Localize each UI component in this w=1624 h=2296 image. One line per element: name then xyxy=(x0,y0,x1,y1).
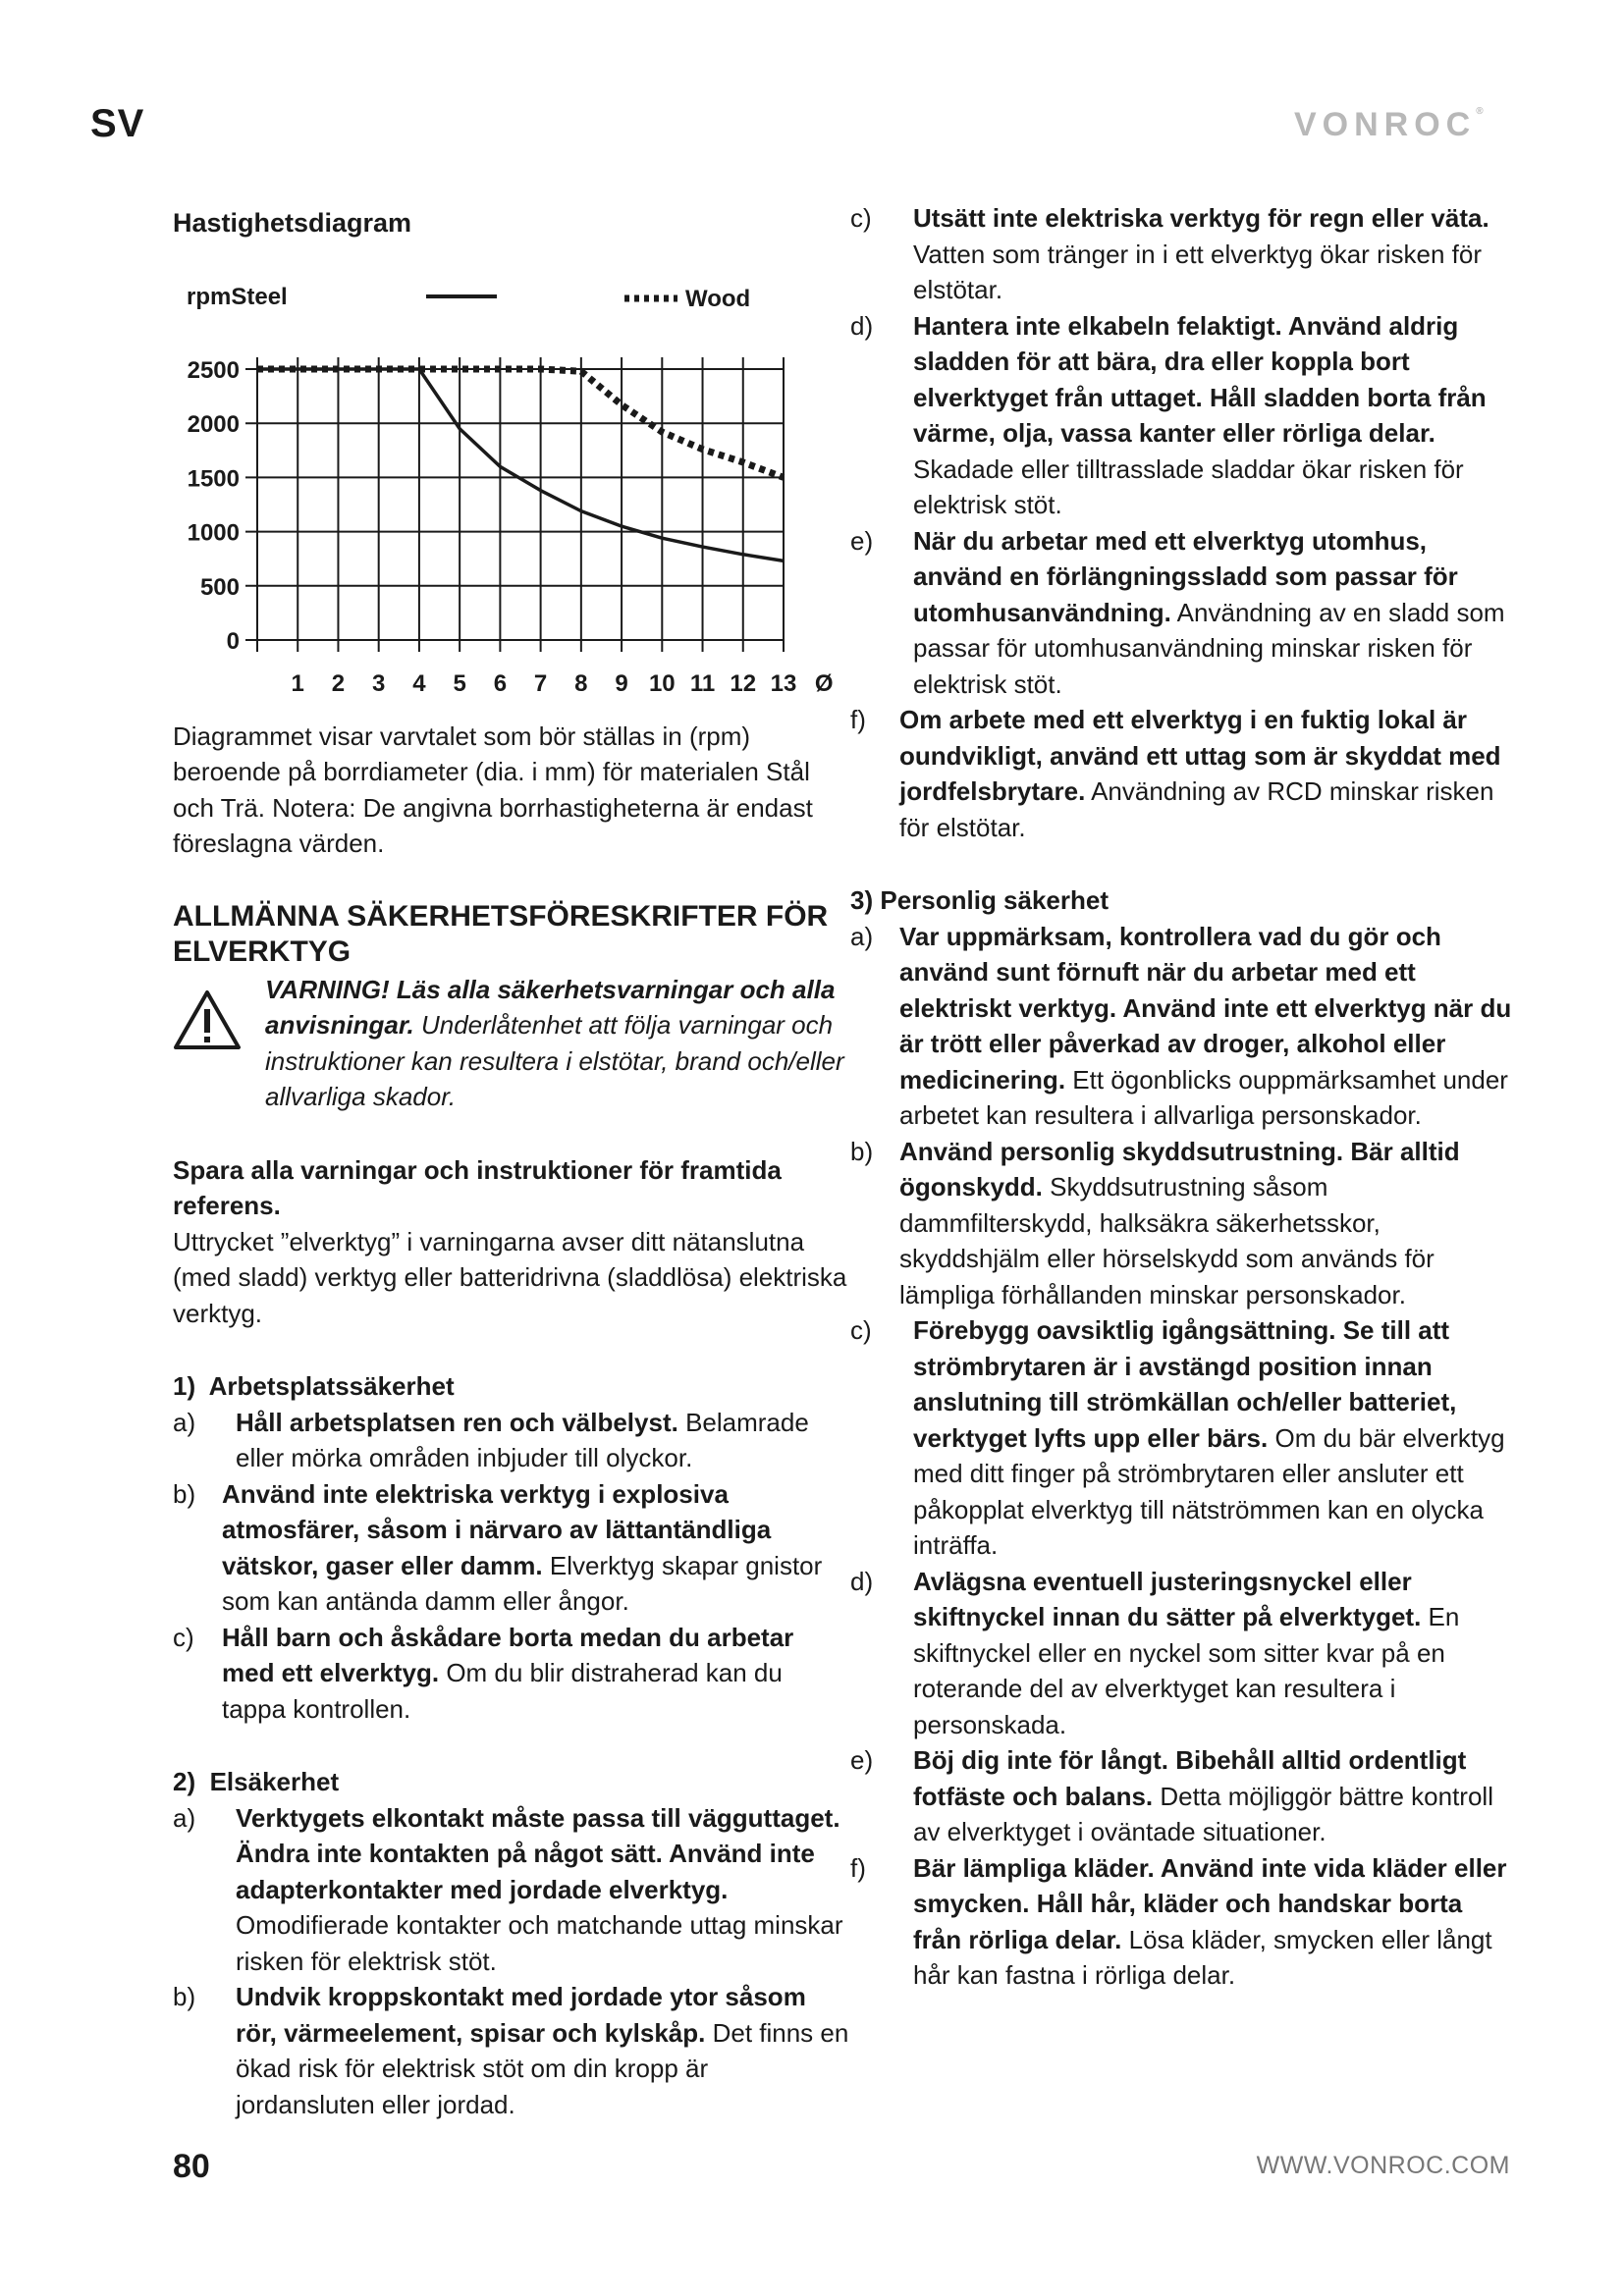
item-label: a) xyxy=(173,1802,196,1833)
warning-bold-text: VARNING! Läs alla säkerhetsvarningar och alla anvisningar. xyxy=(265,974,836,1040)
item-bold: Undvik kroppskontakt med jordade ytor såsom rör, värmeelement, spisar och kylskåp. xyxy=(236,1982,806,2048)
x-tick-label: 8 xyxy=(574,669,588,697)
list-item xyxy=(850,1850,1514,1994)
item-bold: Verktygets elkontakt måste passa till vägguttaget. Ändra inte kontakten på något sätt. Använd inte adapterkontakter med jordade elverktyg. xyxy=(236,1802,840,1904)
warning-text: Underlåtenhet att följa varningar och instruktioner kan resultera i elstötar, brand och/eller allvarliga skador. xyxy=(265,1010,844,1111)
item-text: Lösa kläder, smycken eller långt hår kan fastna i rörliga delar. xyxy=(913,1924,1492,1990)
personal-heading xyxy=(850,882,1514,919)
page-number: 80 xyxy=(173,2148,210,2185)
item-label: d) xyxy=(850,310,874,341)
y-tick-label: 0 xyxy=(226,627,240,655)
list-item xyxy=(850,1742,1514,1850)
item-label: d) xyxy=(850,1566,874,1596)
x-tick-label: 12 xyxy=(730,669,757,697)
warning-triangle-icon xyxy=(173,989,242,1050)
list-item xyxy=(850,1312,1514,1564)
x-tick-label: 7 xyxy=(533,669,548,697)
item-label: c) xyxy=(173,1622,194,1652)
item-bold: Var uppmärksam, kontrollera vad du gör och använd sunt förnuft när du arbetar med ett elektriskt verktyg. Använd inte ett elverktyg när du är trött eller påverkad av droger, alkohol eller medicinering. xyxy=(899,921,1512,1095)
x-tick-label: 6 xyxy=(493,669,508,697)
list-item xyxy=(173,1405,850,1476)
item-text: Vatten som tränger in i ett elverktyg ökar risken för elstötar. xyxy=(913,239,1482,304)
brand-logo xyxy=(1294,106,1484,144)
item-text: Om du bär elverktyg med ditt finger på strömbrytaren eller ansluter ett påkopplat elverktyg till nätströmmen kan en olycka inträffa. xyxy=(913,1422,1505,1560)
x-tick-label: 10 xyxy=(648,669,676,697)
item-text: Användning av RCD minskar risken för elstötar. xyxy=(899,776,1494,842)
personal-heading-number: 3) xyxy=(850,885,874,915)
x-tick-label: Ø xyxy=(814,669,834,697)
item-text: Omodifierade kontakter och matchande uttag minskar risken för elektrisk stöt. xyxy=(236,1910,843,1976)
speed-chart-svg xyxy=(173,249,850,701)
item-label: c) xyxy=(850,203,872,233)
item-bold: Avlägsna eventuell justeringsnyckel eller skiftnyckel innan du sätter på elverktyget. xyxy=(913,1566,1422,1631)
list-item xyxy=(850,1134,1514,1313)
item-text: Ett ögonblicks ouppmärksamhet under arbetet kan resultera i allvarliga personskador. xyxy=(899,1064,1508,1130)
item-text: Skyddsutrustning såsom dammfilterskydd, halksäkra säkerhetsskor, skyddshjälm eller hörselskydd som används för lämpliga förhållanden minskar personskador. xyxy=(899,1172,1435,1309)
y-tick-label: 1000 xyxy=(187,519,240,547)
item-bold: Använd personlig skyddsutrustning. Bär alltid ögonskydd. xyxy=(899,1136,1460,1201)
trademark-symbol: ® xyxy=(1476,106,1484,117)
x-tick-label: 13 xyxy=(770,669,797,697)
item-bold: Förebygg oavsiktlig igångsättning. Se till att strömbrytaren är i avstängd position innan anslutning till strömkällan och/eller batteriet, verktyget lyfts upp eller bärs. xyxy=(913,1315,1457,1453)
item-text: Om du blir distraherad kan du tappa kontrollen. xyxy=(222,1658,783,1724)
warning-block xyxy=(173,972,850,1115)
electrical-heading-text: Elsäkerhet xyxy=(209,1767,340,1796)
item-text: Detta möjliggör bättre kontroll av elverktyget i oväntade situationer. xyxy=(913,1781,1493,1846)
item-text: Skadade eller tilltrasslade sladdar ökar risken för elektrisk stöt. xyxy=(913,454,1464,519)
left-column xyxy=(173,200,850,2122)
list-item xyxy=(173,1620,850,1728)
x-tick-label: 1 xyxy=(291,669,304,697)
item-text: Det finns en ökad risk för elektrisk stöt om din kropp är jordansluten eller jordad. xyxy=(236,2017,849,2119)
x-tick-label: 9 xyxy=(615,669,628,697)
speed-diagram xyxy=(173,249,850,711)
list-item xyxy=(173,1800,850,1980)
item-text: Elverktyg skapar gnistor som kan antända damm eller ångor. xyxy=(222,1550,823,1616)
item-label: a) xyxy=(173,1407,196,1437)
item-bold: Böj dig inte för långt. Bibehåll alltid ordentligt fotfäste och balans. xyxy=(913,1745,1467,1811)
x-tick-label: 5 xyxy=(453,669,466,697)
item-label: f) xyxy=(850,1852,866,1883)
electrical-heading-number: 2) xyxy=(173,1767,196,1796)
item-bold: Hantera inte elkabeln felaktigt. Använd aldrig sladden för att bära, dra eller koppla bort elverktyget från uttaget. Håll sladden borta från värme, olja, vassa kanter eller rörliga delar. xyxy=(913,310,1487,448)
legend-steel-label: rpmSteel xyxy=(187,283,288,310)
term-definition: Uttrycket ”elverktyg” i varningarna avser ditt nätanslutna (med sladd) verktyg eller batteridrivna (sladdlösa) elektriska verktyg. xyxy=(173,1226,847,1328)
list-item xyxy=(850,523,1514,703)
item-label: a) xyxy=(850,921,874,951)
save-instructions: Spara alla varningar och instruktioner för framtida referens. xyxy=(173,1154,782,1220)
y-tick-label: 2500 xyxy=(187,356,240,384)
item-text: En skiftnyckel eller en nyckel som sitter kvar på en roterande del av elverktyget kan resultera i personskada. xyxy=(913,1602,1460,1739)
list-item xyxy=(850,919,1514,1134)
item-label: e) xyxy=(850,1745,874,1775)
electrical-heading xyxy=(173,1764,850,1800)
x-tick-label: 2 xyxy=(331,669,346,697)
workplace-heading xyxy=(173,1368,850,1405)
item-bold: Utsätt inte elektriska verktyg för regn eller väta. xyxy=(913,203,1489,233)
item-label: b) xyxy=(850,1136,874,1166)
y-tick-label: 1500 xyxy=(187,464,240,492)
item-text: Belamrade eller mörka områden inbjuder till olyckor. xyxy=(236,1407,809,1472)
brand-name: VONROC xyxy=(1294,106,1477,143)
general-safety-heading: ALLMÄNNA SÄKERHETSFÖRESKRIFTER FÖR ELVERKTYG xyxy=(173,899,829,968)
item-bold: Håll barn och åskådare borta medan du arbetar med ett elverktyg. xyxy=(222,1622,794,1687)
right-column xyxy=(850,200,1514,1994)
item-label: b) xyxy=(173,1478,196,1509)
item-bold: Håll arbetsplatsen ren och välbelyst. xyxy=(236,1407,678,1437)
y-tick-label: 2000 xyxy=(187,410,240,438)
x-tick-label: 4 xyxy=(412,669,426,697)
list-item xyxy=(850,702,1514,845)
x-tick-label: 3 xyxy=(372,669,386,697)
legend-wood-label: Wood xyxy=(685,285,751,312)
list-item xyxy=(173,1979,850,2122)
item-label: e) xyxy=(850,525,874,556)
list-item xyxy=(850,1564,1514,1743)
workplace-heading-text: Arbetsplatssäkerhet xyxy=(208,1371,455,1401)
item-text: Användning av en sladd som passar för utomhusanvändning minskar risken för elektrisk stöt. xyxy=(913,597,1505,699)
y-tick-label: 500 xyxy=(199,573,240,601)
list-item xyxy=(173,1476,850,1620)
x-tick-label: 11 xyxy=(689,669,716,697)
list-item xyxy=(850,308,1514,523)
personal-heading-text: Personlig säkerhet xyxy=(880,885,1110,915)
item-label: c) xyxy=(850,1315,872,1345)
list-item xyxy=(850,200,1514,308)
language-code: SV xyxy=(90,102,145,145)
workplace-heading-number: 1) xyxy=(173,1371,196,1401)
item-bold: Använd inte elektriska verktyg i explosiva atmosfärer, såsom i närvaro av lättantändliga vätskor, gaser eller damm. xyxy=(222,1478,772,1580)
item-bold: Bär lämpliga kläder. Använd inte vida kläder eller smycken. Håll hår, kläder och handskar borta från rörliga delar. xyxy=(913,1852,1507,1954)
item-label: b) xyxy=(173,1982,196,2011)
footer-url: WWW.VONROC.COM xyxy=(1256,2152,1510,2179)
item-bold: När du arbetar med ett elverktyg utomhus, använd en förlängningssladd som passar för utomhusanvändning. xyxy=(913,525,1458,627)
item-bold: Om arbete med ett elverktyg i en fuktig lokal är oundvikligt, använd ett uttag som är skyddat med jordfelsbrytare. xyxy=(899,705,1501,806)
chart-title: Hastighetsdiagram xyxy=(173,208,412,238)
chart-description: Diagrammet visar varvtalet som bör ställas in (rpm) beroende på borrdiameter (dia. i mm) för materialen Stål och Trä. Notera: De angivna borrhastigheterna är endast föreslagna värden. xyxy=(173,721,813,858)
item-label: f) xyxy=(850,705,866,734)
